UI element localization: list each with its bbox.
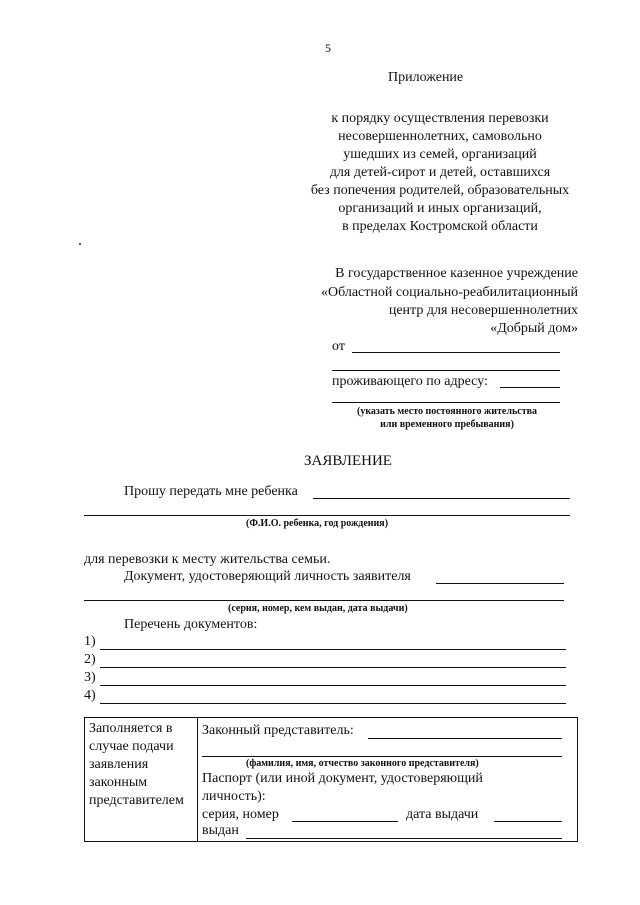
address-field-line[interactable] (500, 387, 560, 388)
appendix-line-4: для детей-сирот и детей, оставшихся (329, 165, 551, 180)
child-hint: (Ф.И.О. ребенка, год рождения) (246, 518, 389, 529)
page-number: 5 (325, 41, 331, 55)
rep-note-line-2: случае подачи (89, 739, 174, 754)
appendix-line-7: в пределах Костромской области (342, 219, 538, 234)
docs-item-2-line[interactable] (100, 667, 566, 668)
address-label: проживающего по адресу: (332, 374, 488, 389)
child-field-line[interactable] (313, 498, 570, 499)
request-label: Прошу передать мне ребенка (124, 484, 298, 499)
representative-box (84, 717, 578, 842)
id-doc-label: Документ, удостоверяющий личность заявителя (124, 569, 411, 584)
docs-item-1-line[interactable] (100, 649, 566, 650)
date-field-line[interactable] (494, 821, 562, 822)
id-doc-field-line[interactable] (436, 583, 564, 584)
docs-item-4-line[interactable] (100, 703, 566, 704)
from-field-line-2[interactable] (332, 370, 560, 371)
rep-note-line-3: заявления (89, 757, 149, 772)
rep-label: Законный представитель: (202, 723, 354, 738)
appendix-line-6: организаций и иных организаций, (338, 201, 542, 216)
appendix-line-1: к порядку осуществления перевозки (331, 111, 549, 126)
address-hint-2: или временного пребывания) (380, 419, 514, 430)
appendix-line-3: ушедших из семей, организаций (343, 147, 537, 162)
addressee-line-3: центр для несовершеннолетних (388, 303, 578, 318)
addressee-line-1: В государственное казенное учреждение (335, 266, 578, 281)
addressee-line-2: «Областной социально-реабилитационный (320, 285, 578, 300)
rep-name-line-2[interactable] (202, 756, 562, 757)
docs-item-3-line[interactable] (100, 685, 566, 686)
series-field-line[interactable] (292, 821, 398, 822)
addressee-line-4: «Добрый дом» (490, 321, 578, 336)
issued-label: выдан (202, 823, 239, 838)
rep-name-line[interactable] (368, 738, 562, 739)
representative-box-right-cell (198, 718, 578, 842)
docs-item-3: 3) (84, 670, 96, 685)
docs-item-4: 4) (84, 688, 96, 703)
address-hint-1: (указать место постоянного жительства (356, 406, 538, 417)
rep-note-line-4: законным (89, 775, 148, 790)
passport-line-2: личность): (202, 789, 266, 804)
rep-note-line-5: представителем (89, 793, 184, 808)
rep-note-line-1: Заполняется в (89, 721, 173, 736)
docs-label: Перечень документов: (124, 617, 258, 632)
issued-field-line[interactable] (246, 838, 562, 839)
from-field-line[interactable] (352, 352, 560, 353)
passport-line-1: Паспорт (или иной документ, удостоверяющий (202, 771, 483, 786)
scan-speck (79, 243, 81, 245)
date-label: дата выдачи (406, 807, 479, 822)
id-doc-hint: (серия, номер, кем выдан, дата выдачи) (228, 603, 408, 614)
rep-hint: (фамилия, имя, отчество законного представителя) (246, 758, 479, 769)
docs-item-1: 1) (84, 634, 96, 649)
docs-item-2: 2) (84, 652, 96, 667)
from-label: от (332, 339, 345, 354)
address-field-line-2[interactable] (332, 402, 560, 403)
purpose-text: для перевозки к месту жительства семьи. (84, 552, 331, 567)
child-field-line-2[interactable] (84, 515, 570, 516)
representative-box-left-cell (85, 718, 198, 842)
appendix-line-5: без попечения родителей, образовательных (310, 183, 570, 198)
statement-title: ЗАЯВЛЕНИЕ (304, 453, 392, 469)
id-doc-field-line-2[interactable] (84, 600, 564, 601)
series-label: серия, номер (202, 807, 279, 822)
appendix-title: Приложение (388, 70, 464, 85)
appendix-line-2: несовершеннолетних, самовольно (338, 129, 542, 144)
